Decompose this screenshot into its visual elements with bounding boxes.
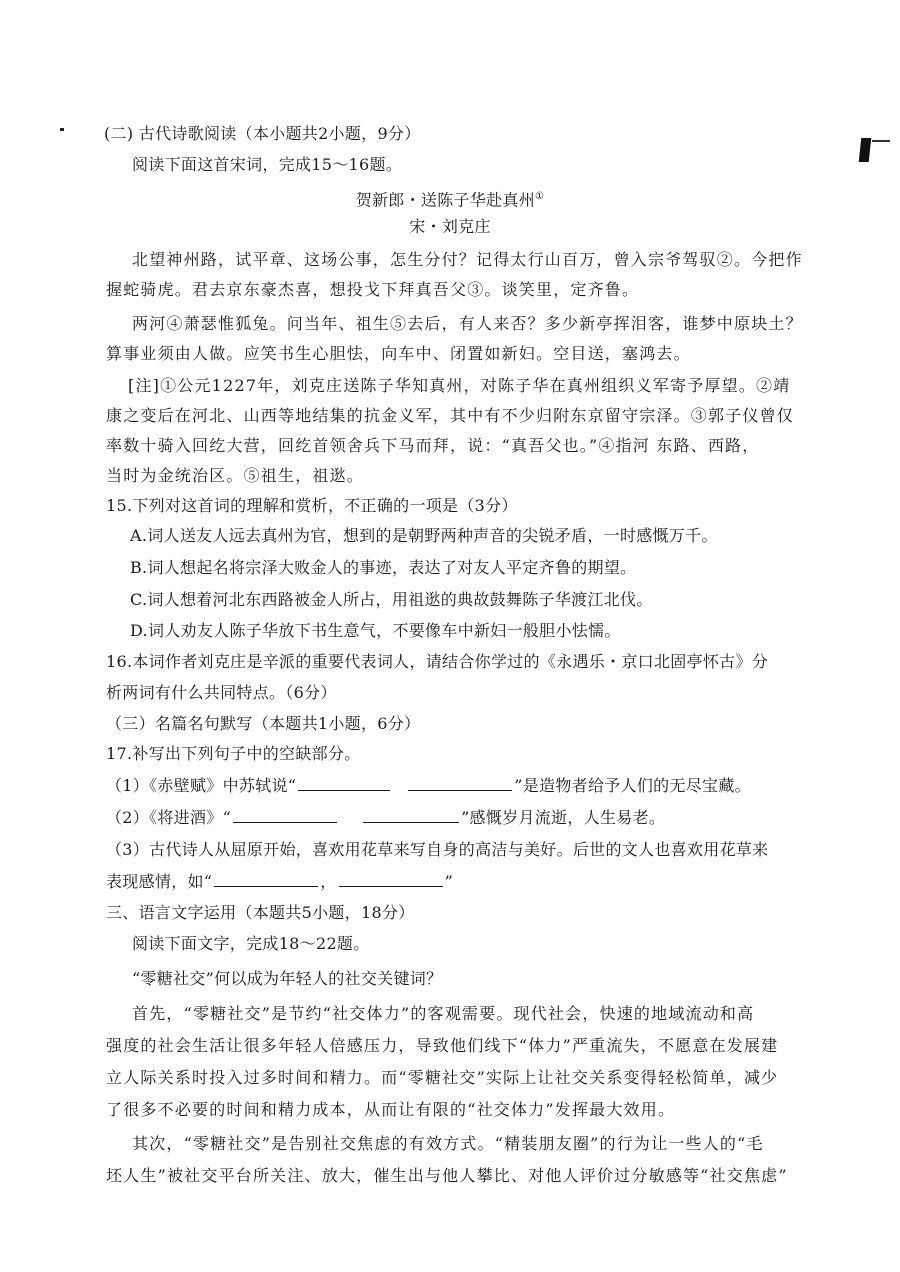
q17-item2-after: ”感慨岁月流逝，人生易老。 (461, 808, 666, 827)
part3-intro: 阅读下面文字，完成18～22题。 (132, 934, 370, 953)
q15-option-d: D.词人劝友人陈子华放下书生意气，不要像车中新妇一般胆小怯懦。 (130, 621, 621, 640)
answer-blank[interactable] (214, 870, 318, 887)
article-title: “零糖社交”何以成为年轻人的社交关键词？ (132, 969, 443, 988)
notes-line: [注]①公元1227年，刘克庄送陈子华知真州，对陈子华在真州组织义军寄予厚望。②靖 (128, 376, 791, 395)
scan-mark (859, 138, 872, 162)
poem-author: 宋・刘克庄 (409, 217, 491, 236)
poem-line: 两河④萧瑟惟狐兔。问当年、祖生⑤去后，有人来否？多少新亭挥泪客，谁梦中原块土？ (132, 314, 803, 333)
notes-line: 康之变后在河北、山西等地结集的抗金义军，其中有不少归附东京留守宗泽。③郭子仪曾仅 (106, 406, 795, 425)
scan-mark-line (872, 140, 890, 142)
notes-line: 当时为金统治区。⑤祖生，祖逖。 (106, 466, 365, 485)
poem-line: 算事业须由人做。应笑书生心胆怯，向车中、闭置如新妇。空目送，塞鸿去。 (106, 344, 691, 363)
q17-item3-middle: ， (320, 872, 337, 891)
article-line: 首先，“零糖社交”是节约“社交体力”的客观需要。现代社会，快速的地域流动和高 (132, 1004, 755, 1023)
q16-line2: 析两词有什么共同特点。（6分） (106, 683, 337, 702)
article-line: 坯人生”被社交平台所关注、放大，催生出与他人攀比、对他人评价过分敏感等“社交焦虑” (106, 1166, 788, 1185)
q17-item1-before: （1）《赤壁赋》中苏轼说“ (106, 776, 297, 795)
scan-speck (60, 128, 64, 131)
q16-line1: 16.本词作者刘克庄是辛派的重要代表词人，请结合你学过的《永遇乐・京口北固亭怀古》分 (106, 652, 769, 671)
q17-item3-line1: （3）古代诗人从屈原开始，喜欢用花草来写自身的高洁与美好。后世的文人也喜欢用花草来 (106, 840, 769, 859)
section2-header: (二) 古代诗歌阅读（本小题共2小题，9分） (104, 124, 421, 143)
q17-item3-line2 (106, 870, 453, 894)
poem-line: 北望神州路，试平章、这场公事，怎生分付？记得太行山百万，曾入宗爷驾驭②。今把作 (132, 250, 803, 269)
answer-blank[interactable] (298, 774, 390, 791)
article-line: 了很多不必要的时间和精力成本，从而让有限的“社交体力”发挥最大效用。 (106, 1100, 676, 1119)
poem-title-note: ① (535, 191, 545, 202)
q15-stem: 15.下列对这首词的理解和赏析，不正确的一项是（3分） (106, 496, 518, 515)
answer-blank[interactable] (339, 870, 443, 887)
q15-option-a: A.词人送友人远去真州为官，想到的是朝野两种声音的尖锐矛盾，一时感慨万千。 (130, 526, 718, 545)
q17-item1 (106, 774, 751, 798)
q17-stem: 17.补写出下列句子中的空缺部分。 (106, 744, 361, 763)
poem-title-text: 贺新郎・送陈子华赴真州 (355, 190, 536, 210)
article-line: 强度的社会生活让很多年轻人倍感压力，导致他们线下“体力”严重流失，不愿意在发展建 (106, 1036, 779, 1055)
poem-line: 握蛇骑虎。君去京东豪杰喜，想投戈下拜真吾父③。谈笑里，定齐鲁。 (106, 280, 640, 299)
part3-header: 三、语言文字运用（本题共5小题，18分） (106, 903, 415, 922)
q15-option-b: B.词人想起名将宗泽大败金人的事迹，表达了对友人平定齐鲁的期望。 (130, 558, 637, 577)
q17-item1-after: ”是造物者给予人们的无尽宝藏。 (514, 776, 751, 795)
answer-blank[interactable] (408, 774, 512, 791)
q17-item2 (106, 806, 665, 830)
article-line: 其次，“零糖社交”是告别社交焦虑的有效方式。“精装朋友圈”的行为让一些人的“毛 (132, 1134, 764, 1153)
q17-item3-before: 表现感情，如“ (106, 872, 213, 891)
notes-line: 率数十骑入回纥大营，回纥首领舍兵下马而拜，说：“真吾父也。”④指河 东路、西路， (106, 436, 760, 455)
poem-title (300, 185, 600, 212)
article-line: 立人际关系时投入过多时间和精力。而“零糖社交”实际上让社交关系变得轻松简单，减少 (106, 1068, 779, 1087)
section3-header: （三）名篇名句默写（本题共1小题，6分） (106, 714, 421, 733)
answer-blank[interactable] (363, 806, 459, 823)
answer-blank[interactable] (233, 806, 337, 823)
section2-intro: 阅读下面这首宋词，完成15～16题。 (132, 155, 403, 174)
q17-item2-before: （2）《将进酒》“ (106, 808, 232, 827)
q17-item3-after: ” (444, 872, 454, 891)
q15-option-c: C.词人想着河北东西路被金人所占，用祖逖的典故鼓舞陈子华渡江北伐。 (130, 590, 653, 609)
